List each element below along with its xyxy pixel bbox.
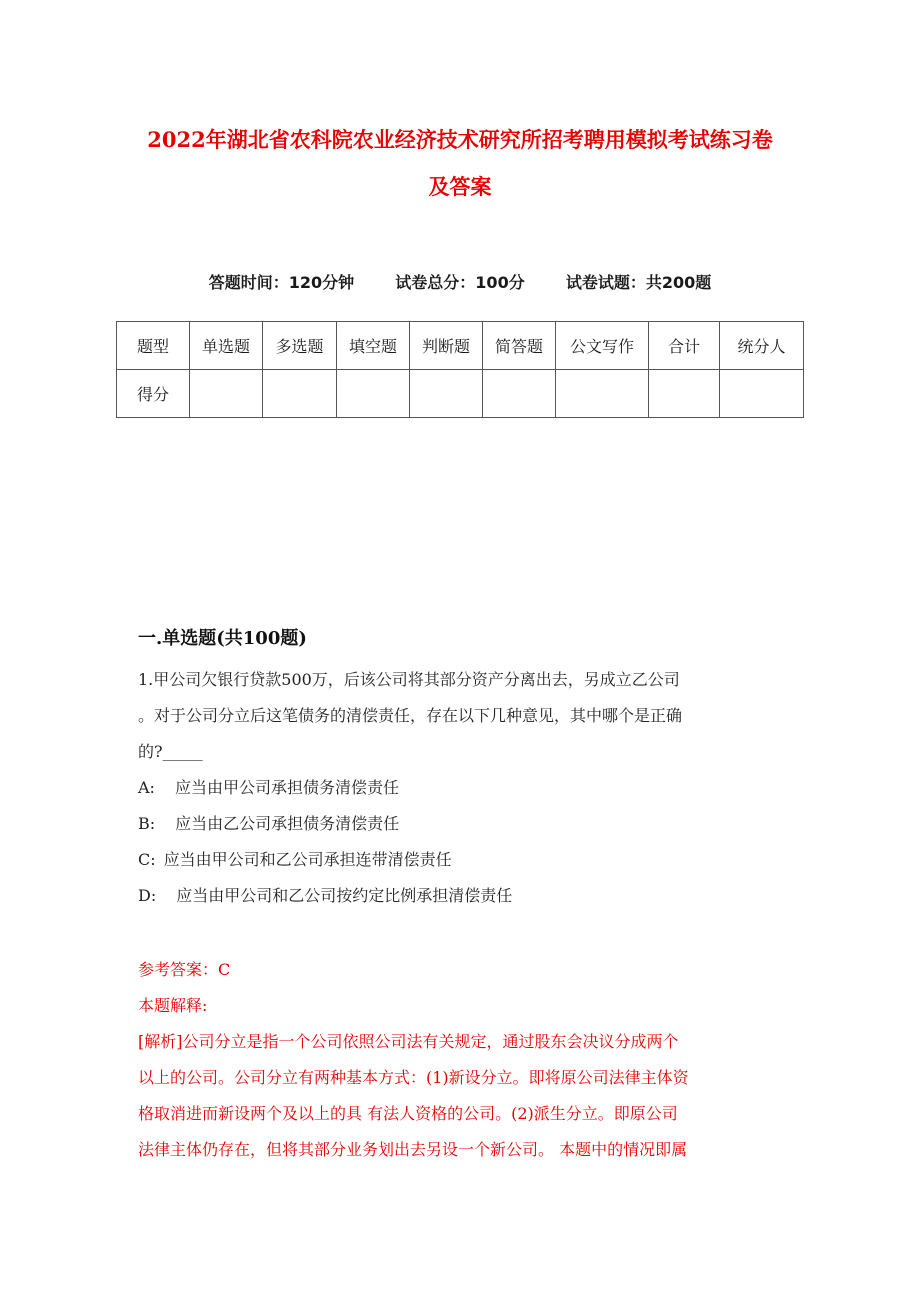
- question-options: [138, 770, 512, 914]
- option-text: 应当由甲公司和乙公司按约定比例承担清偿责任: [176, 886, 513, 905]
- header-cell-total: 合计: [649, 322, 720, 370]
- option-b: [138, 806, 512, 842]
- header-cell-short-answer: 简答题: [483, 322, 556, 370]
- question-line: 。对于公司分立后这笔债务的清偿责任，存在以下几种意见，其中哪个是正确: [138, 706, 683, 725]
- explanation-label: 本题解释:: [138, 996, 208, 1015]
- section-heading: 一.单选题(共100题): [138, 628, 307, 649]
- option-a: [138, 770, 512, 806]
- score-cell-single-choice: [190, 370, 263, 418]
- header-cell-type: 题型: [117, 322, 190, 370]
- header-cell-single-choice: 单选题: [190, 322, 263, 370]
- exam-total-score: 试卷总分：100分: [395, 273, 525, 292]
- explanation-line: 格取消进而新设两个及以上的具 有法人资格的公司。(2)派生分立。即原公司: [138, 1104, 678, 1123]
- reference-answer: 参考答案：C: [138, 960, 231, 979]
- exam-meta: [0, 270, 920, 293]
- score-cell-multiple-choice: [263, 370, 337, 418]
- question-line: 的?_____: [138, 742, 203, 761]
- option-letter: D:: [138, 886, 157, 905]
- document-title-line1: 2022年湖北省农科院农业经济技术研究所招考聘用模拟考试练习卷: [147, 127, 773, 152]
- explanation-line: 以上的公司。公司分立有两种基本方式：(1)新设分立。即将原公司法律主体资: [138, 1068, 689, 1087]
- header-cell-fill-blank: 填空题: [337, 322, 410, 370]
- header-cell-true-false: 判断题: [410, 322, 483, 370]
- score-cell-grader: [720, 370, 804, 418]
- header-cell-grader: 统分人: [720, 322, 804, 370]
- option-letter: C:: [138, 850, 156, 869]
- question-stem: [138, 662, 778, 770]
- option-text: 应当由乙公司承担债务清偿责任: [175, 814, 400, 833]
- score-cell-label: 得分: [117, 370, 190, 418]
- exam-time: 答题时间：120分钟: [208, 273, 355, 292]
- score-table-header-row: [117, 322, 804, 370]
- exam-question-count: 试卷试题：共200题: [565, 273, 712, 292]
- option-d: [138, 878, 512, 914]
- score-table: [116, 321, 804, 418]
- explanation-line: 法律主体仍存在，但将其部分业务划出去另设一个新公司。 本题中的情况即属: [138, 1140, 688, 1159]
- header-cell-multiple-choice: 多选题: [263, 322, 337, 370]
- option-text: 应当由甲公司承担债务清偿责任: [174, 778, 399, 797]
- option-letter: A:: [138, 778, 155, 797]
- score-cell-total: [649, 370, 720, 418]
- document-title-line2: 及答案: [428, 174, 492, 199]
- option-letter: B:: [138, 814, 156, 833]
- option-c: [138, 842, 512, 878]
- score-cell-true-false: [410, 370, 483, 418]
- question-line: 1.甲公司欠银行贷款500万，后该公司将其部分资产分离出去，另成立乙公司: [138, 670, 680, 689]
- answer-block: [138, 952, 788, 1168]
- score-table-score-row: [117, 370, 804, 418]
- score-cell-short-answer: [483, 370, 556, 418]
- score-cell-fill-blank: [337, 370, 410, 418]
- explanation-line: [解析]公司分立是指一个公司依照公司法有关规定，通过股东会决议分成两个: [138, 1032, 679, 1051]
- option-text: 应当由甲公司和乙公司承担连带清偿责任: [163, 850, 452, 869]
- score-cell-official-writing: [556, 370, 649, 418]
- header-cell-official-writing: 公文写作: [556, 322, 649, 370]
